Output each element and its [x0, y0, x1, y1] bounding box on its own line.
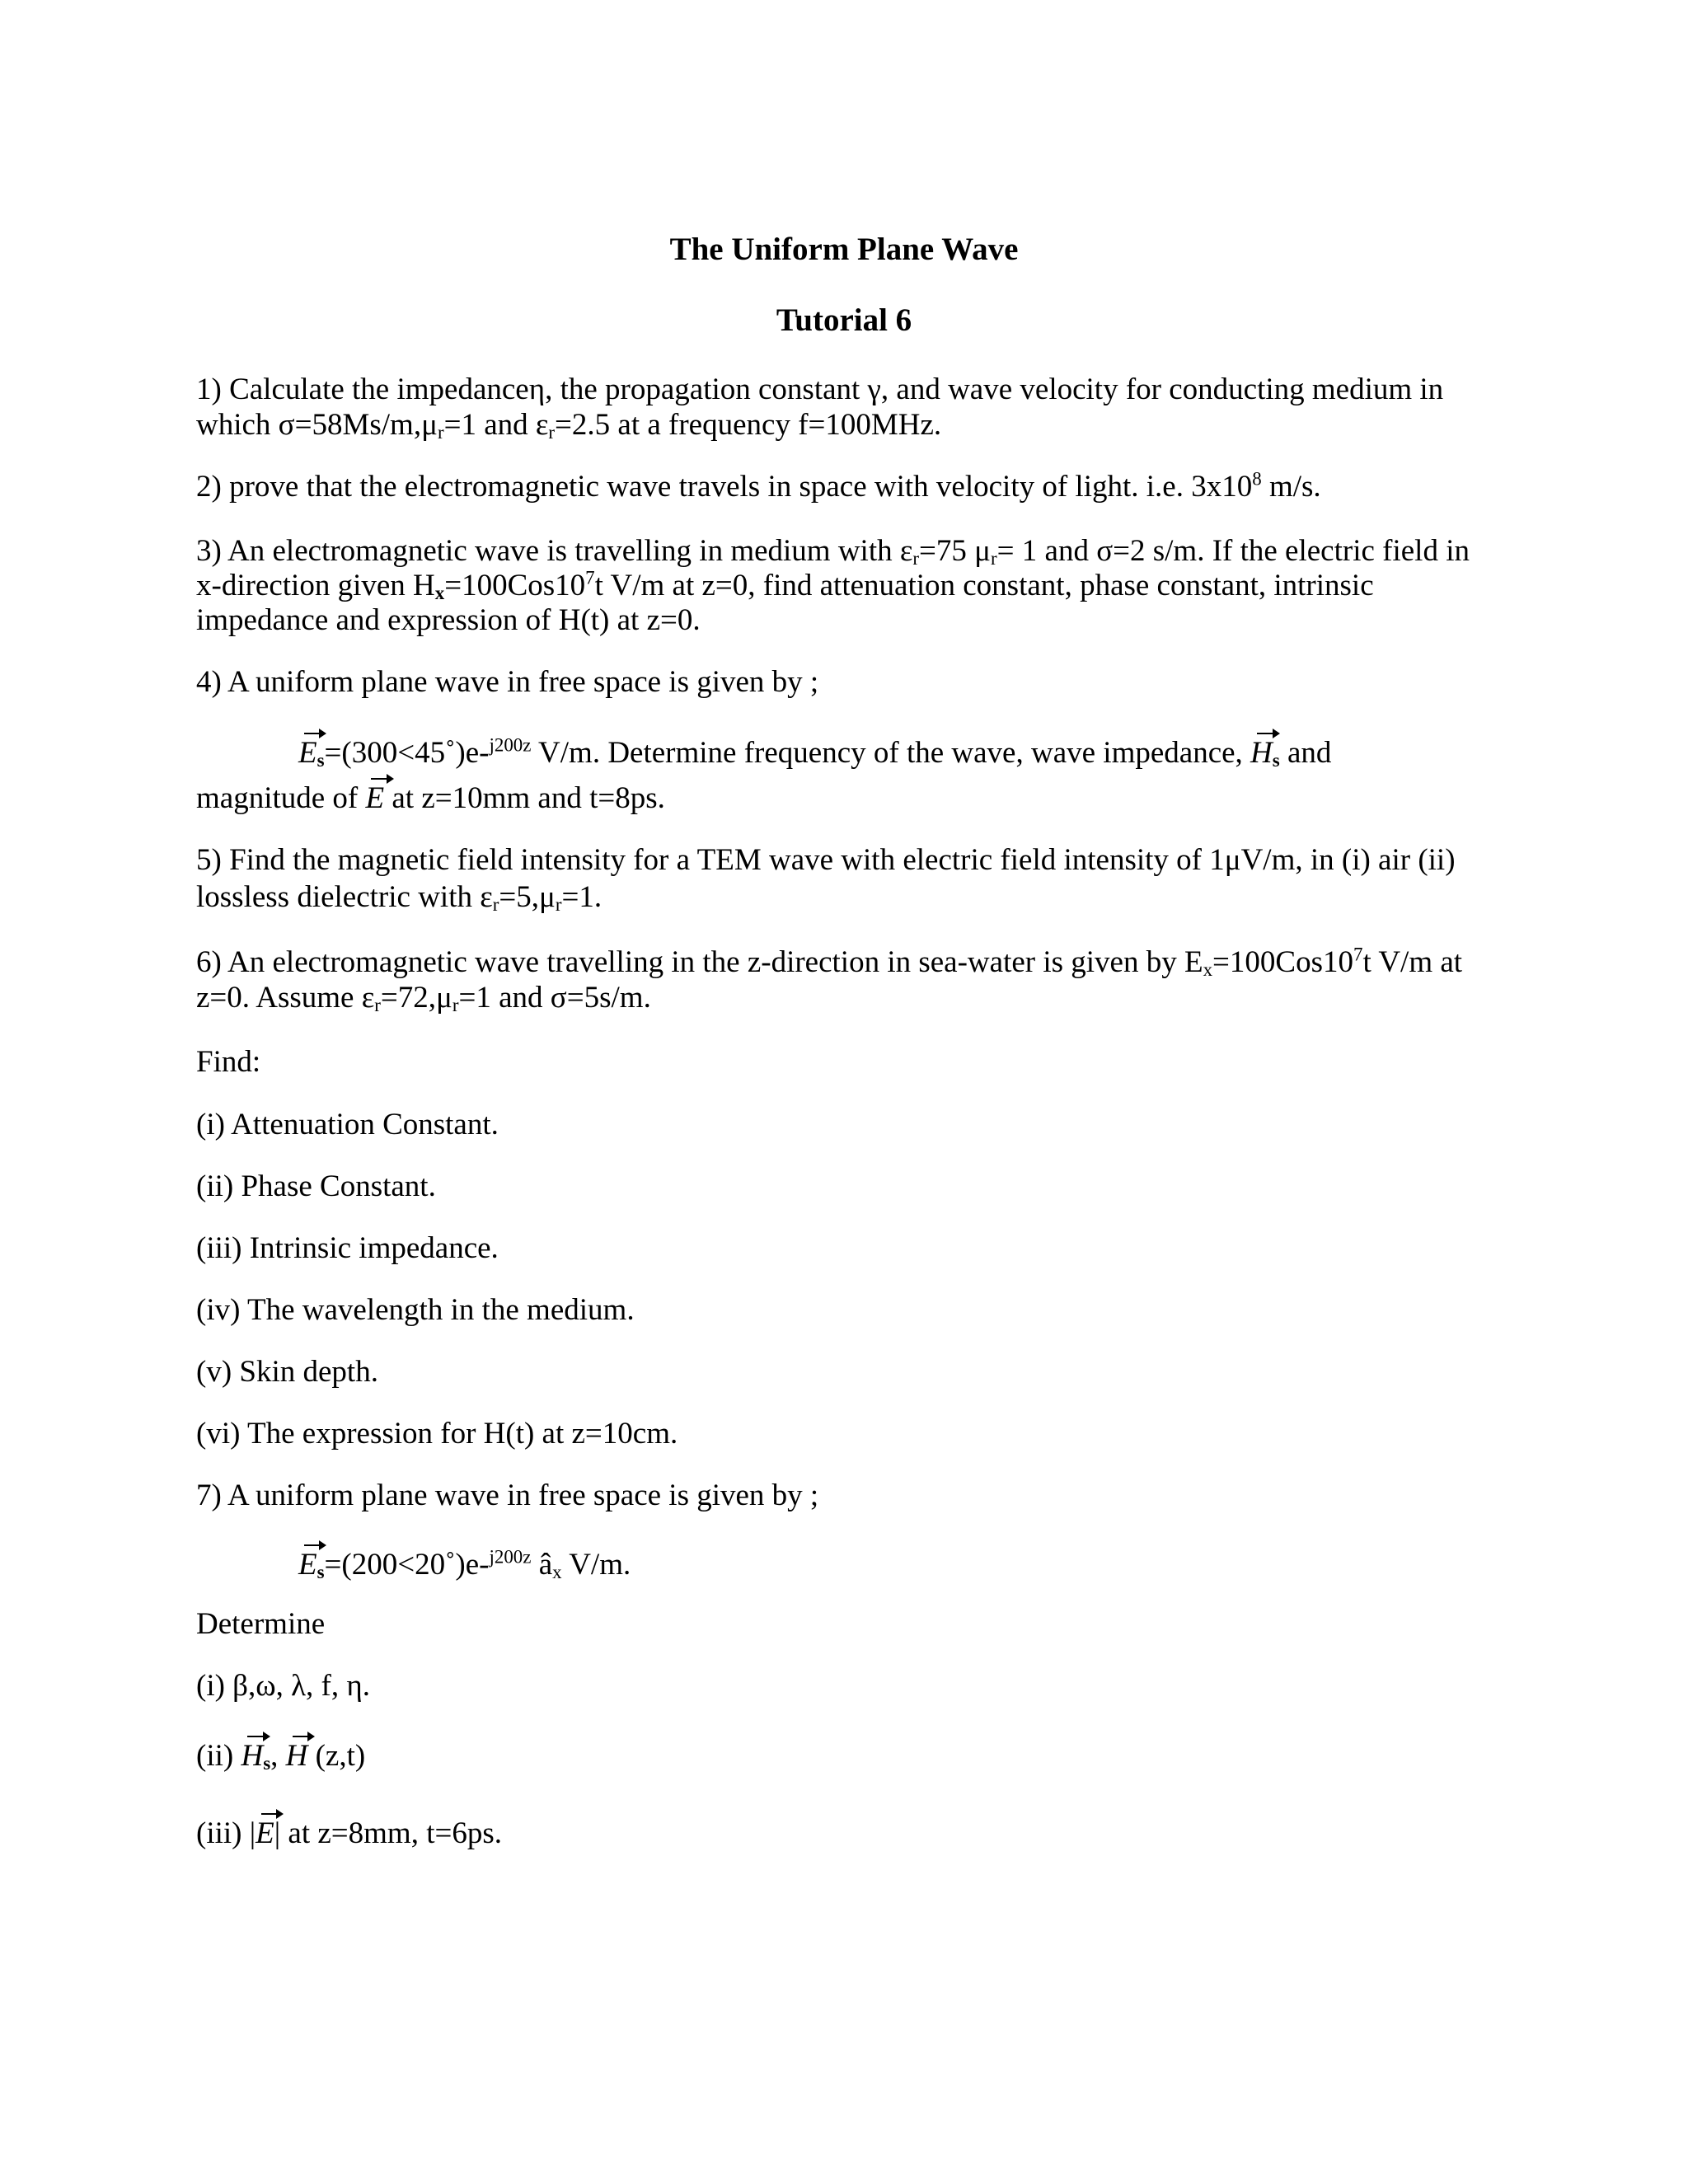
superscript-7: 7 [585, 567, 595, 588]
q7-determine-label: Determine [196, 1607, 326, 1641]
q1-line-1 [196, 374, 1443, 405]
q1-text-2c: =2.5 at a frequency f=100MHz. [555, 408, 942, 442]
subscript-r: r [912, 548, 920, 569]
q3-line-2 [196, 567, 1374, 604]
q6-text-1a: 6) An electromagnetic wave travelling in the z-direction in sea-water is given by E [196, 945, 1203, 979]
q1-text-2a: which σ=58Ms/m,μ [196, 408, 438, 442]
subscript-r: r [492, 894, 499, 916]
q2-line [196, 468, 1321, 504]
q6-line-2 [196, 981, 651, 1016]
subscript-x: x [434, 583, 445, 604]
subscript-r: r [555, 894, 562, 916]
q6-find-label: Find: [196, 1045, 261, 1079]
q4-eq-c: and [1279, 736, 1332, 770]
vector-e-symbol: E [365, 781, 385, 815]
q4-intro-text: 4) A uniform plane wave in free space is given by ; [196, 665, 819, 699]
superscript-exponent: j200z [489, 734, 532, 756]
q3-line-3 [196, 605, 701, 635]
q7-item-2-suffix: (z,t) [307, 1739, 366, 1773]
q3-text-1a: 3) An electromagnetic wave is travelling in medium with ε [196, 534, 913, 568]
q6-text-1b: =100Cos10 [1212, 945, 1353, 979]
q4-text-3b: at z=10mm and t=8ps. [384, 781, 665, 815]
q5-line-2 [196, 880, 603, 916]
q7-item-3 [196, 1818, 502, 1849]
q4-line-3 [196, 783, 665, 813]
q3-text-2a: x-direction given H [196, 569, 435, 602]
q6-item-6: (vi) The expression for H(t) at z=10cm. [196, 1417, 678, 1451]
q7-item-3-suffix: | at z=8mm, t=6ps. [274, 1816, 503, 1850]
vector-h-symbol: H [285, 1739, 308, 1773]
q5-text-1: 5) Find the magnetic field intensity for a TEM wave with electric field intensity of 1μV/m, in (i) air (ii) [196, 843, 1456, 877]
subscript-r: r [374, 995, 381, 1016]
q7-item-2-prefix: (ii) [196, 1739, 241, 1773]
q3-text-1c: = 1 and σ=2 s/m. If the electric field in [996, 534, 1470, 568]
q7-eq-a: =(200<20˚)e- [324, 1548, 490, 1582]
q7-eq-c: V/m. [561, 1548, 631, 1582]
q4-text-3a: magnitude of [196, 781, 366, 815]
subscript-x: x [1203, 959, 1213, 981]
q7-item-1: (i) β,ω, λ, f, η. [196, 1669, 370, 1703]
q3-text-2b: =100Cos10 [444, 569, 586, 602]
q5-line-1 [196, 845, 1456, 875]
q4-eq-a: =(300<45˚)e- [324, 736, 490, 770]
q4-eq-b: V/m. Determine frequency of the wave, wave impedance, [531, 736, 1251, 770]
subscript-r: r [452, 995, 459, 1016]
q2-text-b: m/s. [1261, 470, 1321, 504]
q7-item-3-prefix: (iii) | [196, 1816, 256, 1850]
subscript-s: s [263, 1753, 271, 1774]
q2-text-a: 2) prove that the electromagnetic wave travels in space with velocity of light. i.e. 3x10 [196, 470, 1253, 504]
superscript-exponent: j200z [489, 1546, 532, 1568]
subscript-x: x [552, 1562, 562, 1583]
q6-item-3: (iii) Intrinsic impedance. [196, 1231, 499, 1265]
q1-text-1: 1) Calculate the impedanceη, the propagation constant γ, and wave velocity for conducting medium in [196, 373, 1444, 406]
q6-text-2a: z=0. Assume ε [196, 981, 375, 1015]
subscript-s: s [316, 750, 325, 771]
subscript-r: r [991, 548, 997, 569]
q3-text-1b: =75 μ [919, 534, 992, 568]
q6-line-1 [196, 944, 1463, 981]
q5-text-2c: =1. [561, 880, 603, 914]
q7-item-2-separator: , [270, 1739, 286, 1773]
page-subtitle: Tutorial 6 [776, 302, 912, 338]
q4-intro [196, 667, 818, 697]
subscript-r: r [437, 422, 444, 443]
subscript-r: r [548, 422, 556, 443]
q7-intro-text: 7) A uniform plane wave in free space is given by ; [196, 1479, 819, 1512]
q1-text-2b: =1 and ε [443, 408, 549, 442]
vector-h-symbol: H [1250, 736, 1273, 770]
q1-line-2 [196, 408, 942, 443]
q6-text-2b: =72,μ [380, 981, 452, 1015]
q6-text-1c: t V/m at [1362, 945, 1463, 979]
vector-e-symbol: E [298, 1548, 317, 1582]
vector-h-symbol: H [241, 1739, 264, 1773]
q7-eq-b: â [531, 1548, 553, 1582]
q6-item-1: (i) Attenuation Constant. [196, 1108, 499, 1141]
subscript-s: s [316, 1562, 325, 1583]
q6-item-4: (iv) The wavelength in the medium. [196, 1293, 635, 1327]
q3-line-1 [196, 534, 1470, 569]
vector-e-symbol: E [298, 736, 317, 770]
q3-text-3: impedance and expression of H(t) at z=0. [196, 603, 701, 637]
q7-intro [196, 1480, 818, 1511]
superscript-8: 8 [1252, 468, 1262, 490]
q5-text-2a: lossless dielectric with ε [196, 880, 493, 914]
vector-e-symbol: E [256, 1816, 274, 1850]
page-title: The Uniform Plane Wave [669, 232, 1019, 267]
q6-item-2: (ii) Phase Constant. [196, 1169, 436, 1203]
subscript-s: s [1272, 750, 1280, 771]
q5-text-2b: =5,μ [499, 880, 556, 914]
q7-equation-line [298, 1546, 631, 1583]
q3-text-2c: t V/m at z=0, find attenuation constant, phase constant, intrinsic [594, 569, 1374, 602]
q6-text-2c: =1 and σ=5s/m. [458, 981, 651, 1015]
q4-equation-line [298, 734, 1332, 771]
q6-item-5: (v) Skin depth. [196, 1355, 378, 1389]
superscript-7: 7 [1353, 944, 1363, 965]
q7-item-2 [196, 1739, 366, 1774]
